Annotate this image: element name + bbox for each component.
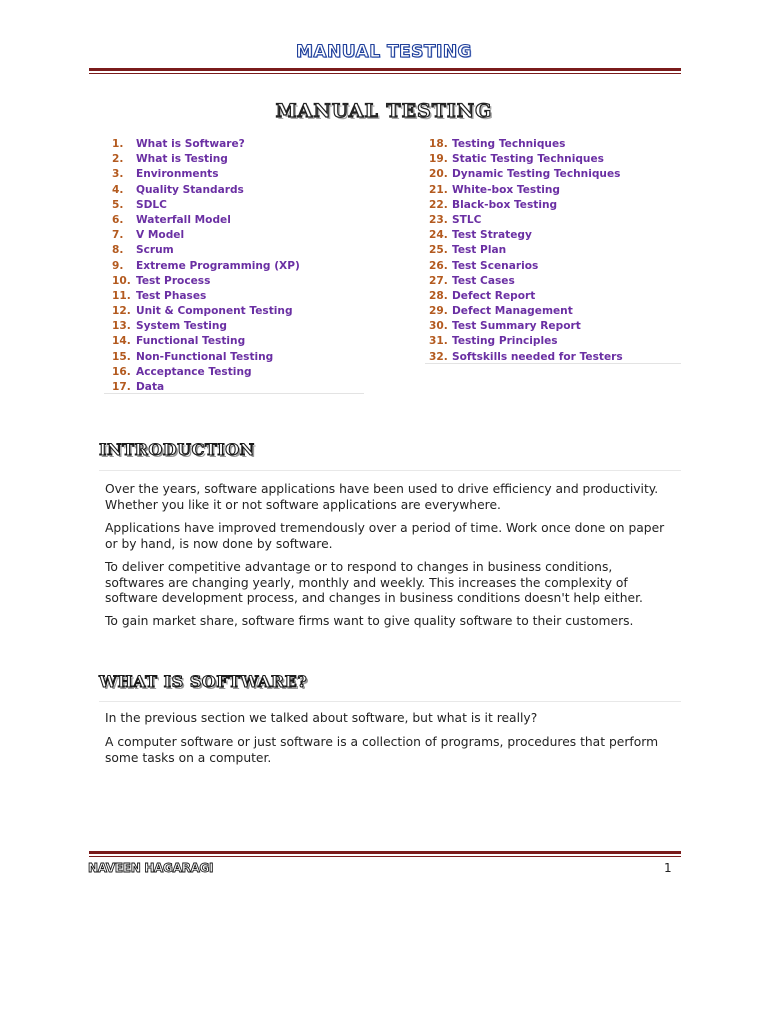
toc-item-number: 22. — [429, 198, 448, 211]
toc-item-label[interactable]: Unit & Component Testing — [136, 305, 293, 318]
toc-left-column — [112, 137, 300, 395]
toc-left-underline — [104, 393, 364, 394]
toc-item-number: 29. — [429, 305, 448, 318]
what-is-software-rule — [99, 701, 681, 702]
toc-right-column — [429, 137, 623, 365]
toc-item-label[interactable]: System Testing — [136, 320, 227, 333]
toc-item-number: 10. — [112, 274, 131, 287]
toc-item-number: 19. — [429, 153, 448, 166]
toc-item-label[interactable]: Test Process — [136, 274, 211, 287]
toc-item[interactable] — [112, 183, 300, 198]
toc-item-number: 14. — [112, 335, 131, 348]
software-paragraph-1: In the previous section we talked about software, but what is it really? — [105, 711, 538, 725]
toc-item-label[interactable]: Testing Techniques — [452, 138, 566, 150]
toc-item[interactable] — [112, 319, 300, 334]
introduction-rule — [99, 470, 681, 471]
toc-item-number: 6. — [112, 213, 124, 226]
toc-item-number: 26. — [429, 259, 448, 272]
toc-item-label[interactable]: Test Scenarios — [452, 259, 539, 272]
toc-item-number: 15. — [112, 350, 131, 363]
toc-item-label[interactable]: Environments — [136, 168, 219, 181]
toc-item-label[interactable]: Black-box Testing — [452, 198, 558, 211]
toc-item-number: 3. — [112, 168, 124, 181]
toc-item[interactable] — [429, 137, 623, 152]
toc-item[interactable] — [112, 213, 300, 228]
toc-item-number: 25. — [429, 244, 448, 257]
toc-item-label[interactable]: Data — [136, 381, 165, 393]
toc-item-label[interactable]: Dynamic Testing Techniques — [452, 168, 621, 181]
toc-item[interactable] — [429, 198, 623, 213]
toc-item-label[interactable]: Extreme Programming (XP) — [136, 259, 300, 272]
toc-item[interactable] — [112, 304, 300, 319]
toc-item-label[interactable]: Static Testing Techniques — [452, 153, 604, 166]
toc-item-number: 1. — [112, 138, 124, 150]
toc-item-number: 12. — [112, 305, 131, 318]
toc-item-label[interactable]: White-box Testing — [452, 183, 561, 196]
toc-item-number: 9. — [112, 259, 124, 272]
toc-item-number: 18. — [429, 138, 448, 150]
toc-item-label[interactable]: Softskills needed for Testers — [452, 350, 623, 363]
toc-item-number: 5. — [112, 198, 124, 211]
toc-item-label[interactable]: Defect Management — [452, 305, 573, 318]
toc-item[interactable] — [429, 334, 623, 349]
toc-right-underline — [425, 363, 681, 364]
toc-item[interactable] — [112, 274, 300, 289]
toc-item[interactable] — [429, 289, 623, 304]
toc-item-label[interactable]: What is Testing — [136, 153, 228, 166]
toc-item[interactable] — [429, 152, 623, 167]
page-number: 1 — [664, 861, 672, 875]
toc-item[interactable] — [429, 213, 623, 228]
intro-paragraph-1: Over the years, software applications have been used to drive efficiency and productivity. Whether you like it or not software applications are everywhere. — [105, 482, 659, 512]
toc-item[interactable] — [112, 228, 300, 243]
toc-item[interactable] — [429, 259, 623, 274]
toc-item[interactable] — [112, 365, 300, 380]
toc-item-label[interactable]: SDLC — [136, 198, 167, 211]
footer-rule — [89, 851, 681, 857]
toc-item-number: 2. — [112, 153, 124, 166]
toc-item-number: 17. — [112, 381, 131, 393]
intro-paragraph-3: To deliver competitive advantage or to respond to changes in business conditions, softwares are changing yearly, monthly and weekly. This increases the complexity of software development process, and changes in business conditions doesn't help either. — [105, 560, 643, 605]
toc-item-number: 24. — [429, 229, 448, 242]
toc-item-label[interactable]: Defect Report — [452, 289, 536, 302]
toc-item-number: 8. — [112, 244, 124, 257]
toc-item-number: 11. — [112, 289, 131, 302]
toc-item[interactable] — [112, 243, 300, 258]
toc-item-label[interactable]: Scrum — [136, 244, 174, 257]
toc-item[interactable] — [429, 228, 623, 243]
toc-item-number: 20. — [429, 168, 448, 181]
toc-item[interactable] — [429, 167, 623, 182]
what-is-software-heading: WHAT IS SOFTWARE? — [99, 672, 308, 691]
toc-item[interactable] — [112, 167, 300, 182]
toc-item[interactable] — [112, 198, 300, 213]
toc-item-label[interactable]: Quality Standards — [136, 183, 244, 196]
toc-item-number: 16. — [112, 365, 131, 378]
toc-item[interactable] — [429, 304, 623, 319]
toc-item-label[interactable]: V Model — [136, 229, 185, 242]
toc-item[interactable] — [112, 350, 300, 365]
footer-author: NAVEEN HAGARAGI — [88, 861, 214, 875]
toc-item-number: 27. — [429, 274, 448, 287]
toc-item-label[interactable]: Functional Testing — [136, 335, 246, 348]
toc-item-label[interactable]: Testing Principles — [452, 335, 558, 348]
toc-item[interactable] — [112, 137, 300, 152]
toc-item[interactable] — [429, 183, 623, 198]
toc-item[interactable] — [112, 152, 300, 167]
toc-item-number: 30. — [429, 320, 448, 333]
intro-paragraph-2: Applications have improved tremendously over a period of time. Work once done on paper or by hand, is now done by software. — [105, 521, 665, 551]
toc-item-number: 4. — [112, 183, 124, 196]
introduction-heading: INTRODUCTION — [99, 440, 255, 459]
header-title: MANUAL TESTING — [295, 42, 473, 62]
toc-item[interactable] — [429, 243, 623, 258]
toc-item-label[interactable]: What is Software? — [136, 138, 245, 150]
toc-item-label[interactable]: Test Plan — [452, 244, 507, 257]
toc-item-label[interactable]: STLC — [452, 213, 482, 226]
toc-item-label[interactable]: Waterfall Model — [136, 213, 231, 226]
toc-item-label[interactable]: Acceptance Testing — [136, 365, 252, 378]
toc-item-number: 28. — [429, 289, 448, 302]
toc-item-number: 21. — [429, 183, 448, 196]
toc-item-number: 13. — [112, 320, 131, 333]
toc-item-number: 32. — [429, 350, 448, 363]
software-paragraph-2: A computer software or just software is a collection of programs, procedures that perform some tasks on a computer. — [105, 735, 659, 765]
toc-item-number: 23. — [429, 213, 448, 226]
toc-item-number: 31. — [429, 335, 448, 348]
toc-item-label[interactable]: Non-Functional Testing — [136, 350, 274, 363]
toc-item[interactable] — [112, 289, 300, 304]
toc-item[interactable] — [429, 319, 623, 334]
toc-item[interactable] — [112, 259, 300, 274]
toc-item-label[interactable]: Test Phases — [136, 289, 207, 302]
toc-item-label[interactable]: Test Summary Report — [452, 320, 581, 333]
toc-item-label[interactable]: Test Cases — [452, 274, 515, 287]
header-rule — [89, 68, 681, 74]
toc-item-number: 7. — [112, 229, 124, 242]
toc-item-label[interactable]: Test Strategy — [452, 229, 532, 242]
document-title: MANUAL TESTING — [275, 100, 493, 122]
toc-item[interactable] — [112, 334, 300, 349]
toc-item[interactable] — [429, 274, 623, 289]
intro-paragraph-4: To gain market share, software firms want to give quality software to their customers. — [105, 614, 634, 628]
